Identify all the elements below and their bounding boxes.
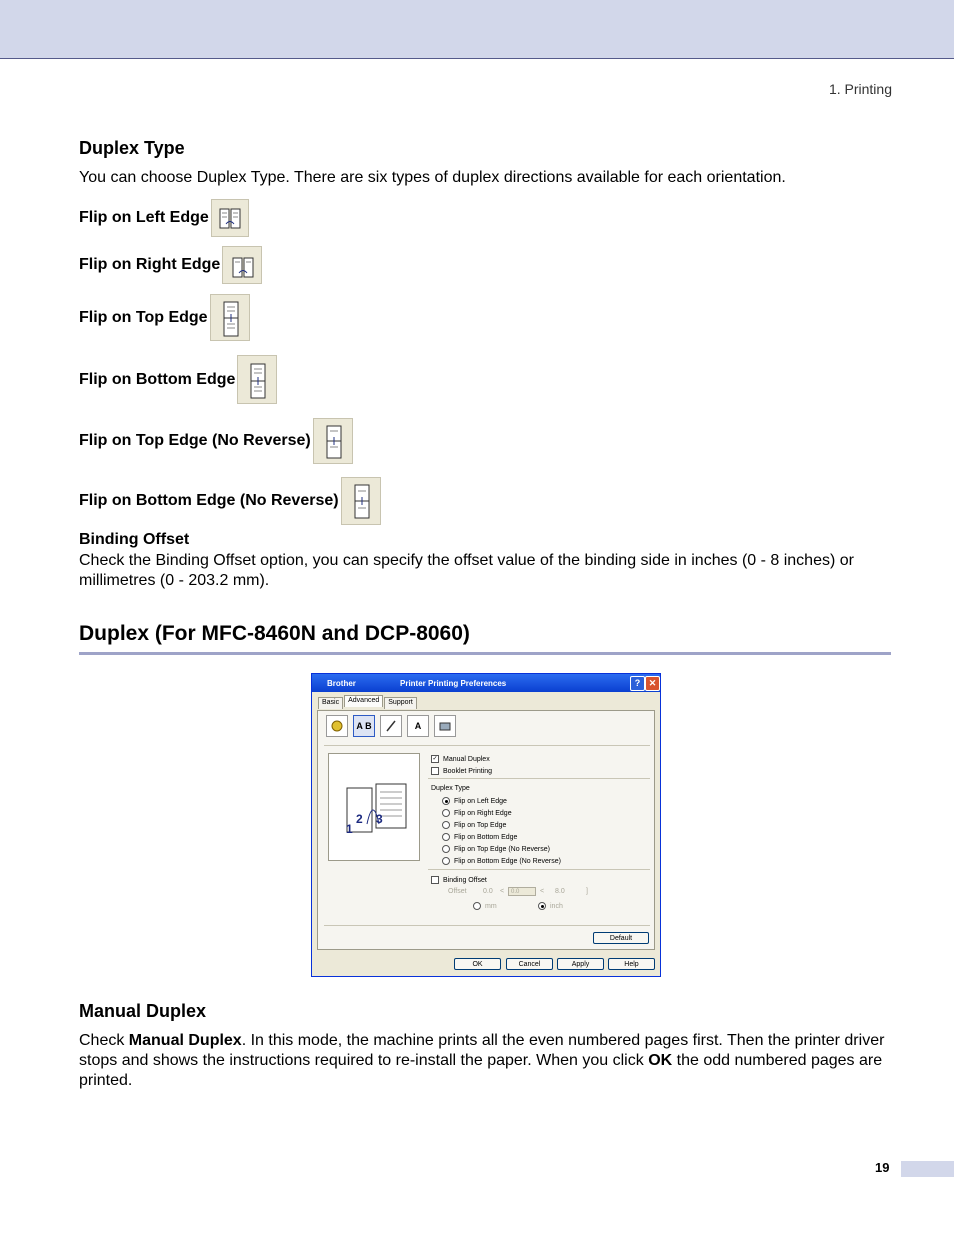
flip-option-label: Flip on Bottom Edge (No Reverse) [79, 492, 339, 509]
page-number: 19 [875, 1160, 890, 1175]
dialog-tabs [318, 697, 418, 709]
radio-icon[interactable] [442, 857, 450, 865]
duplex-type-label: Duplex Type [431, 785, 470, 792]
duplex-radio-label: Flip on Left Edge [454, 797, 507, 805]
checkbox-checked-icon[interactable]: ✓ [432, 756, 438, 762]
separator [324, 925, 650, 926]
radio-icon[interactable] [442, 833, 450, 841]
booklet-printing-label: Booklet Printing [443, 767, 493, 775]
flip-left-edge-icon [211, 199, 249, 237]
tab-advanced[interactable]: Advanced [344, 695, 383, 707]
duplex-type-intro: You can choose Duplex Type. There are six types of duplex directions available for each orientation. [79, 169, 786, 186]
flip-top-no-reverse-icon [313, 418, 353, 464]
ok-button[interactable]: OK [454, 958, 501, 970]
unit-inch-radio[interactable] [538, 902, 563, 910]
text-run: . In this mode, the machine prints all the even numbered pages first. Then the printer driver stops and shows the instructions required to re-install the paper. When you click [79, 1032, 885, 1069]
radio-icon[interactable] [442, 809, 450, 817]
apply-button[interactable]: Apply [557, 958, 604, 970]
flip-option-label: Flip on Top Edge [79, 308, 208, 326]
offset-max: 8.0 [555, 888, 565, 895]
device-options-icon[interactable] [434, 715, 456, 737]
page-tab [901, 1161, 954, 1177]
manual-duplex-heading: Manual Duplex [79, 1001, 207, 1021]
binding-offset-text: Check the Binding Offset option, you can specify the offset value of the binding side in inches (0 - 8 inches) or millimetres (0 - 203.2 mm). [79, 552, 854, 589]
checkbox-icon[interactable] [431, 876, 439, 884]
font-icon[interactable]: A [407, 715, 429, 737]
chapter-label: 1. Printing [828, 81, 892, 97]
quality-icon[interactable] [380, 715, 402, 737]
binding-offset-heading: Binding Offset [79, 531, 190, 548]
preview-page-number: 1 [346, 822, 353, 836]
feature-toolbar [326, 715, 461, 737]
flip-bottom-no-reverse-icon [341, 477, 381, 525]
dialog-titlebar [312, 674, 660, 692]
duplex-radio-bottom[interactable] [442, 833, 517, 841]
flip-option-right [79, 246, 262, 284]
offset-label: Offset [448, 888, 467, 895]
flip-option-label: Flip on Top Edge (No Reverse) [79, 432, 311, 449]
unit-inch-label: inch [550, 902, 563, 910]
duplex-icon[interactable]: A B [353, 715, 375, 737]
duplex-radio-top-no-reverse[interactable] [442, 845, 550, 853]
flip-option-bottom [79, 355, 277, 404]
offset-lt-2: < [540, 888, 545, 895]
printing-preferences-dialog [311, 673, 661, 977]
watermark-icon[interactable] [326, 715, 348, 737]
advanced-panel [317, 710, 655, 950]
duplex-radio-label: Flip on Top Edge [454, 821, 507, 829]
tab-basic[interactable]: Basic [318, 697, 343, 709]
offset-lt: < [500, 888, 505, 895]
preview-page-number: 3 [376, 812, 383, 826]
duplex-radio-bottom-no-reverse[interactable] [442, 857, 561, 865]
manual-duplex-text [79, 1031, 891, 1091]
checkbox-icon[interactable] [431, 767, 439, 775]
toolbar-separator [324, 745, 650, 746]
help-button[interactable]: Help [608, 958, 655, 970]
duplex-radio-label: Flip on Bottom Edge (No Reverse) [454, 857, 561, 865]
offset-end: ] [586, 888, 588, 895]
duplex-radio-left[interactable] [442, 797, 507, 805]
radio-selected-icon[interactable] [442, 797, 450, 805]
radio-icon[interactable] [442, 845, 450, 853]
duplex-preview [328, 753, 420, 861]
text-run: Check [79, 1032, 129, 1049]
dialog-title: Printer Printing Preferences [400, 679, 507, 688]
offset-input[interactable]: 0.0 [508, 887, 536, 896]
radio-icon[interactable] [442, 821, 450, 829]
separator [428, 778, 650, 779]
unit-mm-radio[interactable] [473, 902, 497, 910]
help-icon[interactable]: ? [630, 676, 645, 691]
binding-offset-checkbox[interactable] [431, 876, 487, 884]
flip-bottom-edge-icon [237, 355, 277, 404]
duplex-radio-label: Flip on Top Edge (No Reverse) [454, 845, 550, 853]
flip-option-bottom-no-reverse [79, 477, 381, 525]
flip-right-edge-icon [222, 246, 262, 284]
tab-support[interactable]: Support [384, 697, 417, 709]
section-title: Duplex (For MFC-8460N and DCP-8060) [79, 622, 891, 655]
default-button[interactable]: Default [593, 932, 649, 944]
header-band [0, 0, 954, 59]
radio-icon[interactable] [473, 902, 481, 910]
flip-option-left [79, 199, 249, 237]
binding-offset-label: Binding Offset [443, 876, 487, 884]
text-run: the odd numbered pages are printed. [79, 1052, 883, 1089]
bold-run: Manual Duplex [128, 1032, 242, 1049]
duplex-radio-top[interactable] [442, 821, 506, 829]
manual-duplex-checkbox[interactable] [431, 755, 490, 763]
flip-option-label: Flip on Bottom Edge [79, 370, 236, 388]
manual-duplex-label: Manual Duplex [443, 755, 490, 763]
separator [428, 869, 650, 870]
duplex-radio-right[interactable] [442, 809, 512, 817]
flip-option-label: Flip on Left Edge [79, 209, 209, 226]
duplex-type-heading: Duplex Type [79, 138, 185, 158]
radio-selected-icon[interactable] [538, 902, 546, 910]
duplex-radio-label: Flip on Bottom Edge [454, 833, 518, 841]
dialog-title-brand: Brother [327, 679, 356, 688]
close-icon[interactable]: ✕ [645, 676, 660, 691]
cancel-button[interactable]: Cancel [506, 958, 553, 970]
preview-page-number: 2 [356, 812, 363, 826]
flip-option-label: Flip on Right Edge [79, 256, 221, 273]
booklet-printing-checkbox[interactable] [431, 767, 492, 775]
offset-min: 0.0 [483, 888, 493, 895]
unit-mm-label: mm [485, 902, 497, 910]
bold-run: OK [648, 1052, 673, 1069]
flip-top-edge-icon [210, 294, 250, 341]
flip-option-top [79, 294, 250, 341]
duplex-radio-label: Flip on Right Edge [454, 809, 512, 817]
flip-option-top-no-reverse [79, 418, 353, 464]
